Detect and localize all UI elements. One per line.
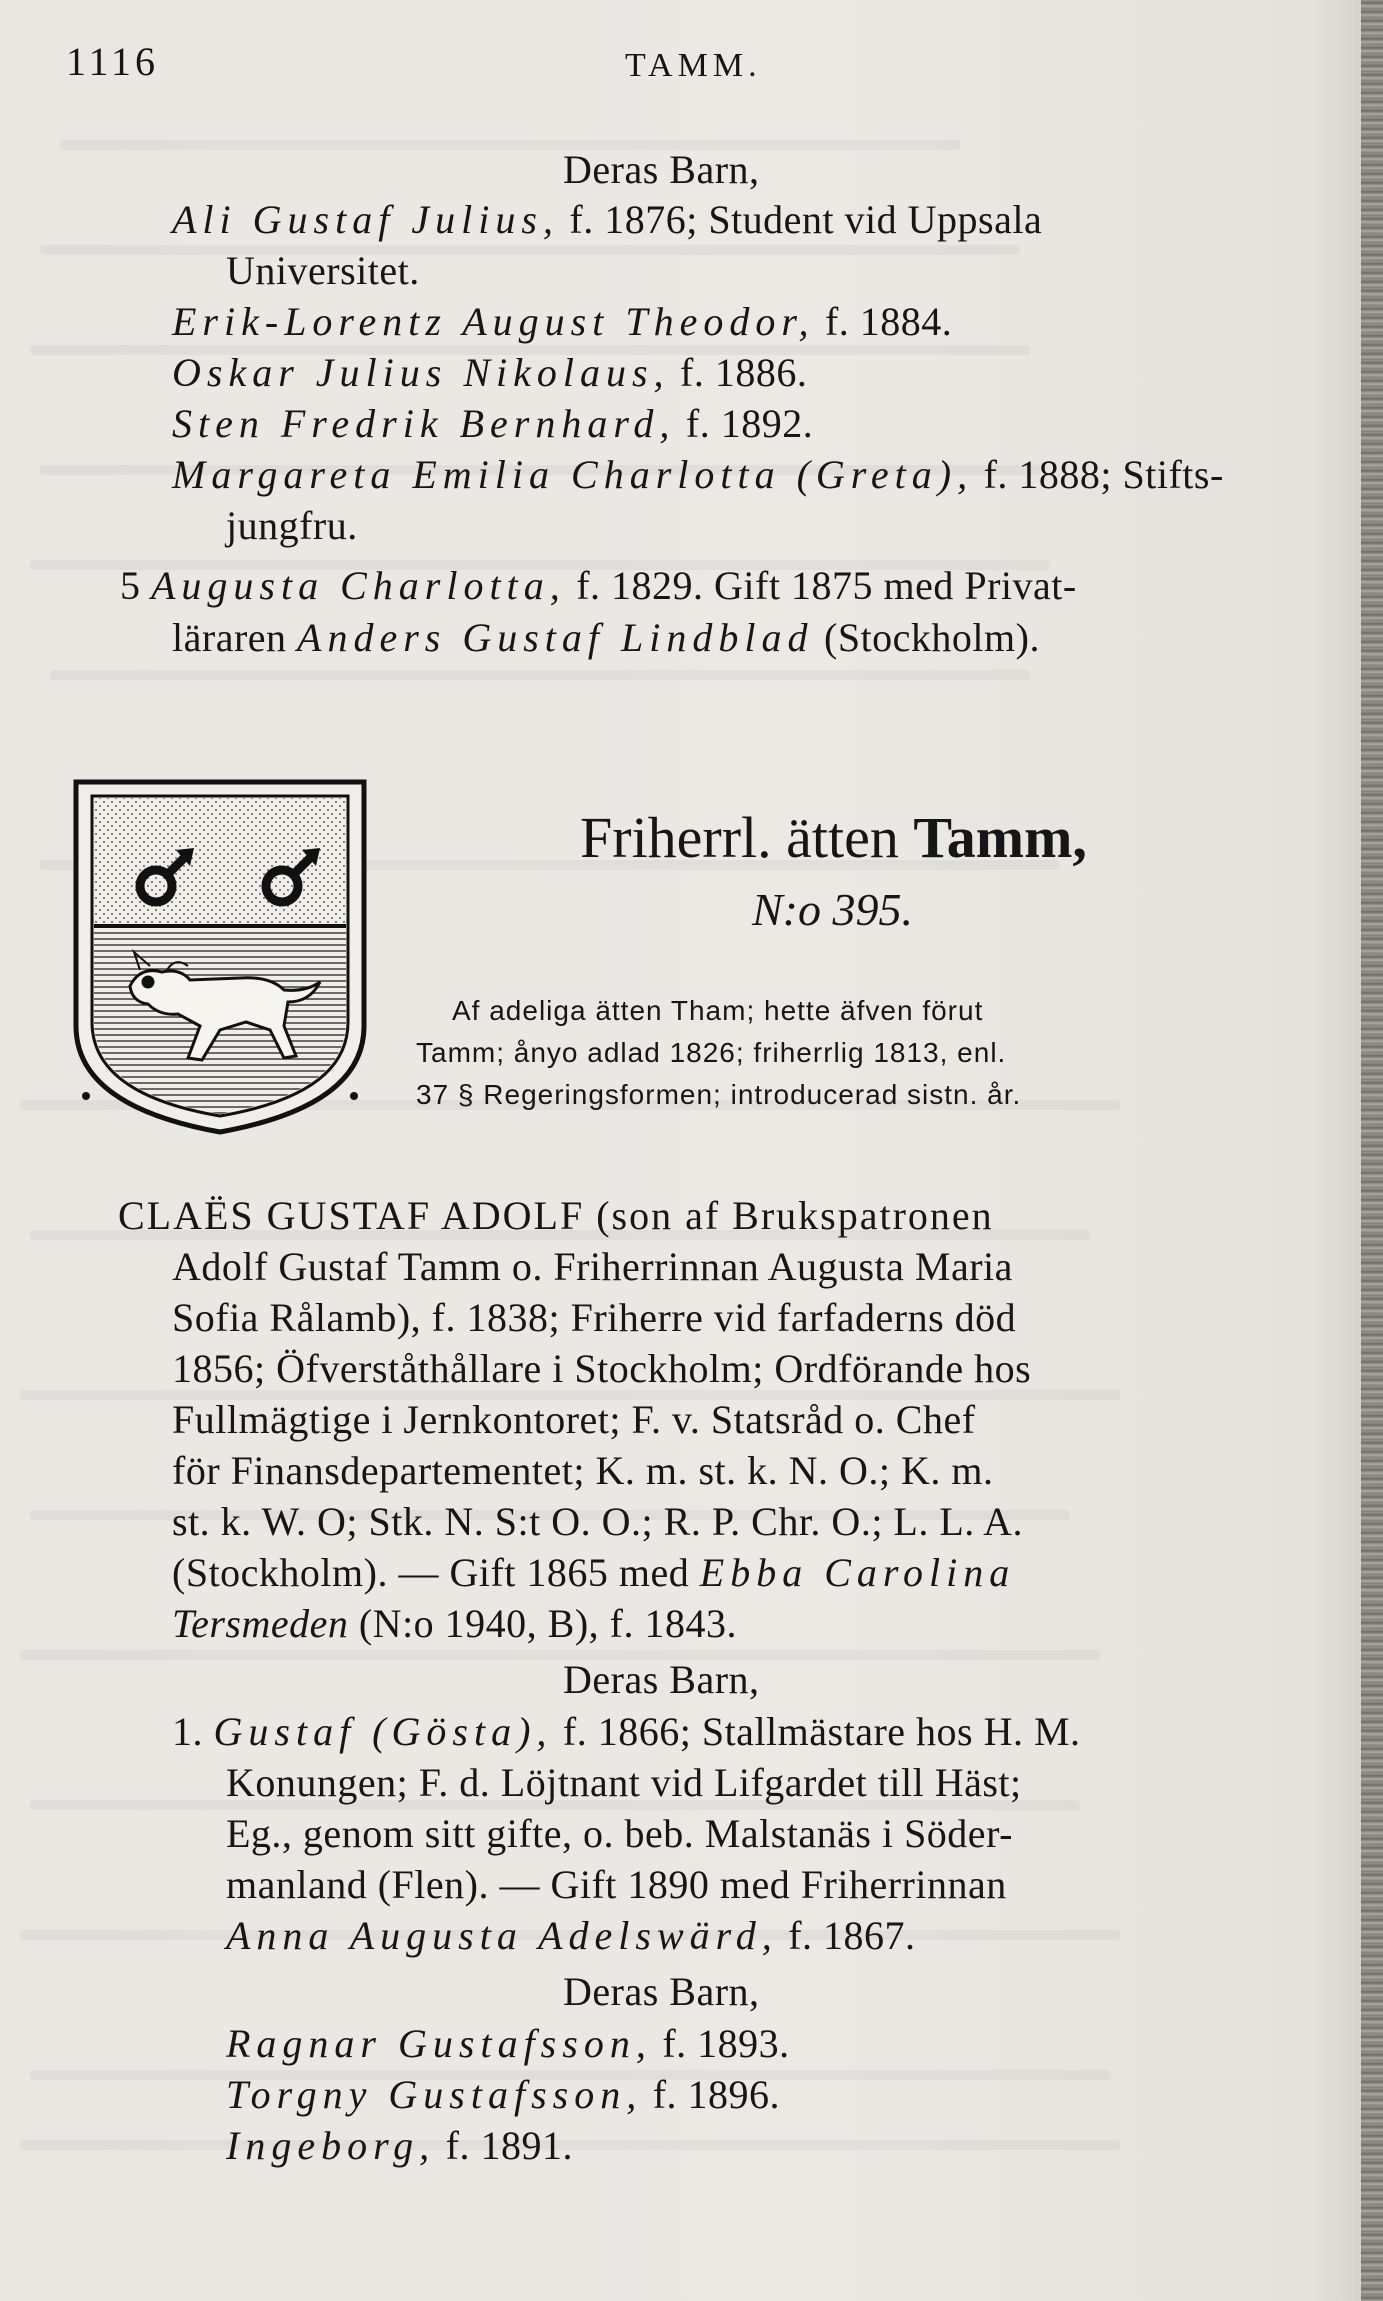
child-details: f. 1884. — [814, 299, 953, 344]
child-name: Oskar Julius Nikolaus, — [172, 350, 670, 395]
family-title — [580, 806, 1087, 870]
children-heading: Deras Barn, — [563, 1657, 760, 1702]
grandchild-name: Ragnar Gustafsson, — [226, 2021, 652, 2066]
child-entry-ali — [172, 196, 1042, 244]
main-entry-line-5: Fullmägtige i Jernkontoret; F. v. Statsråd o. Chef — [172, 1397, 976, 1442]
grandchild-born: f. 1893. — [651, 2021, 790, 2066]
coat-of-arms-icon — [70, 776, 370, 1138]
main-entry-line-7: st. k. W. O; Stk. N. S:t O. O.; R. P. Chr. O.; L. L. A. — [172, 1499, 1023, 1544]
child-entry-margareta — [172, 451, 1224, 499]
child-entry-gustaf-line-5 — [226, 1912, 916, 1960]
child-details: Universitet. — [226, 248, 420, 293]
main-entry-text: (Stockholm). — Gift 1865 med — [172, 1550, 700, 1595]
entry-details: f. 1829. Gift 1875 med Privat- — [565, 563, 1077, 608]
entry-name: Augusta Charlotta, — [151, 563, 566, 608]
child-entry-sten — [172, 400, 813, 448]
entry-augusta-charlotta — [120, 562, 1077, 610]
entry-augusta-charlotta-cont — [172, 614, 1040, 662]
child-entry-erik — [172, 298, 952, 346]
child-details: f. 1886. — [669, 350, 808, 395]
child-entry-margareta-cont — [226, 502, 358, 550]
child-entry-gustaf — [172, 1708, 1081, 1756]
main-entry-text: (N:o 1940, B), f. 1843. — [348, 1601, 737, 1646]
main-entry-line-6: för Finansdepartementet; K. m. st. k. N. O.; K. m. — [172, 1448, 994, 1493]
child-details: f. 1888; Stifts- — [973, 452, 1224, 497]
page-number: 1116 — [66, 39, 160, 84]
child-details: f. 1892. — [675, 401, 814, 446]
main-entry-line-9 — [172, 1600, 737, 1648]
child-name: Gustaf (Gösta), — [213, 1709, 553, 1754]
family-note-line-3: 37 § Regeringsformen; introducerad sistn. år. — [416, 1079, 1022, 1110]
child-name: Erik-Lorentz August Theodor, — [172, 299, 815, 344]
family-number: N:o 395. — [752, 884, 913, 935]
family-title-name: Tamm, — [913, 805, 1087, 870]
main-entry-line-3: Sofia Rålamb), f. 1838; Friherre vid farfaderns död — [172, 1295, 1017, 1340]
spouse-surname: Tersmeden — [172, 1601, 349, 1646]
child-entry-ali-cont — [226, 247, 420, 295]
family-note-line-1: Af adeliga ätten Tham; hette äfven förut — [452, 995, 984, 1026]
entry-details: läraren — [172, 615, 298, 660]
grandchild-born: f. 1896. — [642, 2072, 781, 2117]
family-title-prefix: Friherrl. ätten — [580, 805, 914, 870]
spouse-name: Anna Augusta Adelswärd, — [226, 1913, 778, 1958]
spouse-name: Ebba Carolina — [699, 1550, 1016, 1595]
family-note-line-2: Tamm; ånyo adlad 1826; friherrlig 1813, enl. — [416, 1037, 1007, 1068]
grandchildren-heading: Deras Barn, — [563, 1969, 760, 2014]
grandchild-name: Torgny Gustafsson, — [226, 2072, 643, 2117]
main-entry-line-8 — [172, 1549, 1015, 1597]
children-heading: Deras Barn, — [563, 147, 760, 192]
child-name: Ali Gustaf Julius, — [172, 197, 559, 242]
grandchild-born: f. 1891. — [435, 2123, 573, 2168]
child-entry-oskar — [172, 349, 807, 397]
entry-details: (Stockholm). — [813, 615, 1040, 660]
child-details: f. 1866; Stallmästare hos H. M. — [552, 1709, 1081, 1754]
main-entry-line-1: CLAËS GUSTAF ADOLF (son af Brukspatronen — [118, 1193, 994, 1238]
running-head: TAMM. — [625, 47, 762, 84]
spouse-name: Anders Gustaf Lindblad — [297, 615, 814, 660]
child-entry-gustaf-line-4: manland (Flen). — Gift 1890 med Friherrinnan — [226, 1862, 1007, 1907]
grandchild-entry — [226, 2122, 573, 2170]
child-details: jungfru. — [226, 503, 358, 548]
child-details: f. 1876; Student vid Uppsala — [558, 197, 1043, 242]
child-details: f. 1867. — [777, 1913, 916, 1958]
grandchild-entry — [226, 2020, 790, 2068]
entry-number: 5 — [120, 563, 141, 608]
book-spine-edge — [1361, 0, 1383, 2301]
child-name: Margareta Emilia Charlotta (Greta), — [172, 452, 974, 497]
grandchild-name: Ingeborg, — [226, 2123, 436, 2168]
main-entry-line-4: 1856; Öfverståthållare i Stockholm; Ordförande hos — [172, 1346, 1032, 1391]
main-entry-line-2: Adolf Gustaf Tamm o. Friherrinnan Augusta Maria — [172, 1244, 1013, 1289]
child-entry-gustaf-line-2: Konungen; F. d. Löjtnant vid Lifgardet till Häst; — [226, 1760, 1022, 1805]
child-entry-gustaf-line-3: Eg., genom sitt gifte, o. beb. Malstanäs i Söder- — [226, 1811, 1013, 1856]
grandchild-entry — [226, 2071, 780, 2119]
child-name: Sten Fredrik Bernhard, — [172, 401, 676, 446]
entry-number: 1. — [172, 1709, 203, 1754]
